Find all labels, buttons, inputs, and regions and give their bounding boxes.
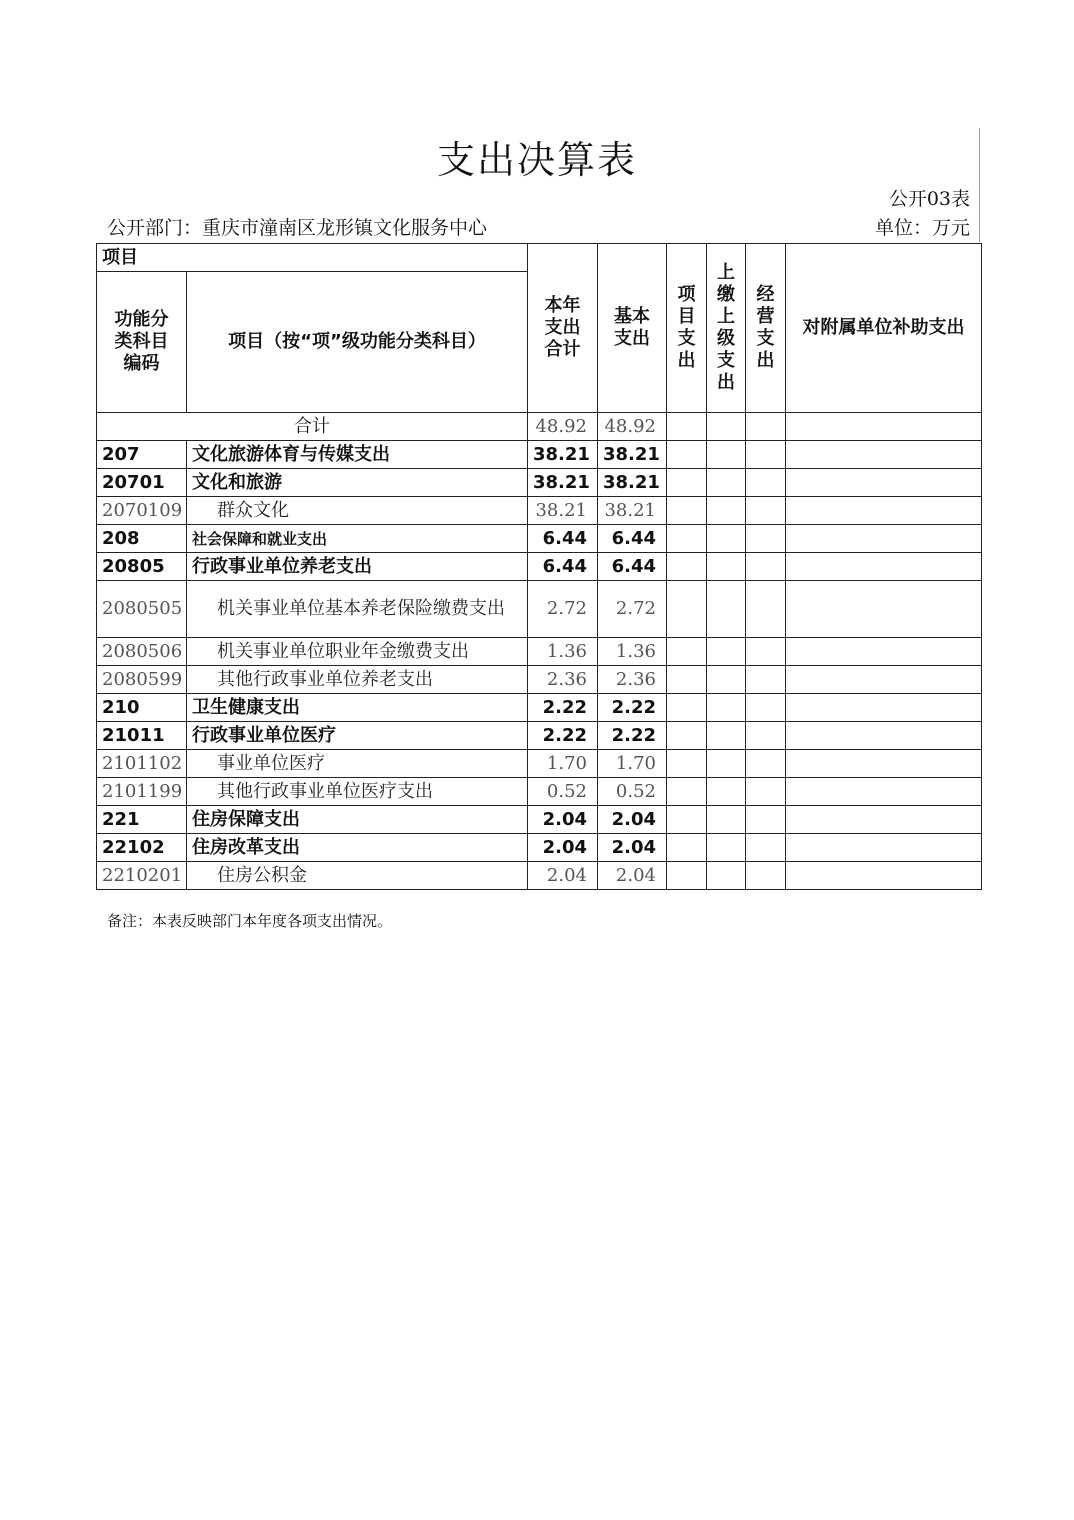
table-row — [97, 441, 982, 469]
table-row — [97, 525, 982, 553]
header-upper-level: 上缴上级支出 — [707, 244, 746, 413]
table-row — [97, 750, 982, 778]
header-project-expenditure: 项目支出 — [667, 244, 707, 413]
row-total: 38.21 — [528, 497, 598, 525]
empty-cell — [667, 413, 707, 441]
empty-cell — [786, 469, 982, 497]
header-project: 项目 — [97, 244, 528, 272]
header-row-1 — [97, 244, 982, 272]
empty-cell — [746, 525, 786, 553]
empty-cell — [667, 666, 707, 694]
table-row — [97, 806, 982, 834]
header-name: 项目（按“项”级功能分类科目） — [187, 272, 528, 413]
row-code: 2070109 — [97, 497, 187, 525]
row-total: 2.72 — [528, 581, 598, 638]
row-basic: 6.44 — [598, 553, 667, 581]
empty-cell — [746, 778, 786, 806]
empty-cell — [667, 525, 707, 553]
row-basic: 38.21 — [598, 497, 667, 525]
empty-cell — [667, 441, 707, 469]
row-code: 221 — [97, 806, 187, 834]
empty-cell — [667, 834, 707, 862]
table-row — [97, 553, 982, 581]
empty-cell — [746, 553, 786, 581]
empty-cell — [707, 413, 746, 441]
empty-cell — [667, 778, 707, 806]
empty-cell — [667, 722, 707, 750]
row-basic: 0.52 — [598, 778, 667, 806]
empty-cell — [707, 497, 746, 525]
empty-cell — [667, 638, 707, 666]
empty-cell — [707, 441, 746, 469]
row-name: 机关事业单位基本养老保险缴费支出 — [187, 581, 528, 638]
table-row — [97, 497, 982, 525]
empty-cell — [707, 750, 746, 778]
row-total: 1.70 — [528, 750, 598, 778]
row-code: 2101199 — [97, 778, 187, 806]
empty-cell — [707, 778, 746, 806]
row-total: 0.52 — [528, 778, 598, 806]
empty-cell — [786, 581, 982, 638]
table-number: 公开03表 — [888, 188, 970, 210]
empty-cell — [707, 469, 746, 497]
unit-label: 单位：万元 — [874, 217, 970, 239]
empty-cell — [707, 722, 746, 750]
empty-cell — [746, 469, 786, 497]
row-name: 文化和旅游 — [187, 469, 528, 497]
row-code: 20805 — [97, 553, 187, 581]
row-total: 2.04 — [528, 806, 598, 834]
empty-cell — [746, 694, 786, 722]
empty-cell — [746, 862, 786, 890]
header-code: 功能分类科目编码 — [97, 272, 187, 413]
row-name: 卫生健康支出 — [187, 694, 528, 722]
empty-cell — [746, 834, 786, 862]
empty-cell — [786, 694, 982, 722]
header-subsidy: 对附属单位补助支出 — [786, 244, 982, 413]
empty-cell — [667, 497, 707, 525]
empty-cell — [786, 750, 982, 778]
empty-cell — [746, 413, 786, 441]
row-code: 22102 — [97, 834, 187, 862]
empty-cell — [786, 666, 982, 694]
row-total: 2.22 — [528, 722, 598, 750]
row-name: 群众文化 — [187, 497, 528, 525]
empty-cell — [667, 694, 707, 722]
row-name: 住房保障支出 — [187, 806, 528, 834]
empty-cell — [667, 469, 707, 497]
empty-cell — [707, 666, 746, 694]
empty-cell — [746, 441, 786, 469]
empty-cell — [786, 497, 982, 525]
table-row — [97, 862, 982, 890]
row-code: 2080599 — [97, 666, 187, 694]
row-name: 住房改革支出 — [187, 834, 528, 862]
page-title: 支出决算表 — [436, 138, 637, 182]
empty-cell — [667, 862, 707, 890]
empty-cell — [746, 750, 786, 778]
row-name: 行政事业单位医疗 — [187, 722, 528, 750]
row-code: 2080506 — [97, 638, 187, 666]
expenditure-table — [96, 243, 982, 890]
table-row — [97, 778, 982, 806]
table-row — [97, 722, 982, 750]
row-basic: 2.22 — [598, 722, 667, 750]
row-total: 2.22 — [528, 694, 598, 722]
row-name: 社会保障和就业支出 — [187, 525, 528, 553]
header-total: 本年支出合计 — [528, 244, 598, 413]
empty-cell — [786, 525, 982, 553]
row-code: 21011 — [97, 722, 187, 750]
header-business: 经营支出 — [746, 244, 786, 413]
row-basic: 1.36 — [598, 638, 667, 666]
row-basic: 2.04 — [598, 862, 667, 890]
row-total: 2.36 — [528, 666, 598, 694]
empty-cell — [786, 441, 982, 469]
row-code: 2210201 — [97, 862, 187, 890]
row-code: 207 — [97, 441, 187, 469]
empty-cell — [707, 638, 746, 666]
empty-cell — [707, 581, 746, 638]
total-label: 合计 — [97, 413, 528, 441]
row-code: 2101102 — [97, 750, 187, 778]
empty-cell — [667, 806, 707, 834]
row-name: 住房公积金 — [187, 862, 528, 890]
table-row — [97, 666, 982, 694]
row-code: 2080505 — [97, 581, 187, 638]
footnote: 备注：本表反映部门本年度各项支出情况。 — [107, 912, 393, 930]
row-basic: 2.04 — [598, 806, 667, 834]
header-basic: 基本支出 — [598, 244, 667, 413]
table-row — [97, 834, 982, 862]
row-basic: 38.21 — [598, 469, 667, 497]
empty-cell — [786, 862, 982, 890]
empty-cell — [707, 525, 746, 553]
row-code: 20701 — [97, 469, 187, 497]
row-total: 2.04 — [528, 862, 598, 890]
row-name: 其他行政事业单位医疗支出 — [187, 778, 528, 806]
row-total: 6.44 — [528, 553, 598, 581]
empty-cell — [786, 834, 982, 862]
row-total: 2.04 — [528, 834, 598, 862]
empty-cell — [667, 581, 707, 638]
table-row — [97, 638, 982, 666]
empty-cell — [707, 694, 746, 722]
row-name: 行政事业单位养老支出 — [187, 553, 528, 581]
row-total: 1.36 — [528, 638, 598, 666]
empty-cell — [746, 581, 786, 638]
empty-cell — [786, 778, 982, 806]
empty-cell — [667, 553, 707, 581]
empty-cell — [746, 497, 786, 525]
row-name: 其他行政事业单位养老支出 — [187, 666, 528, 694]
empty-cell — [746, 666, 786, 694]
empty-cell — [667, 750, 707, 778]
table-row — [97, 581, 982, 638]
empty-cell — [746, 638, 786, 666]
empty-cell — [746, 722, 786, 750]
empty-cell — [786, 553, 982, 581]
empty-cell — [707, 553, 746, 581]
empty-cell — [786, 638, 982, 666]
row-total: 38.21 — [528, 441, 598, 469]
row-basic: 2.36 — [598, 666, 667, 694]
department-label: 公开部门：重庆市潼南区龙形镇文化服务中心 — [107, 217, 488, 239]
row-total: 6.44 — [528, 525, 598, 553]
empty-cell — [786, 413, 982, 441]
row-total: 38.21 — [528, 469, 598, 497]
row-basic: 2.22 — [598, 694, 667, 722]
row-basic: 2.04 — [598, 834, 667, 862]
empty-cell — [707, 862, 746, 890]
row-name: 文化旅游体育与传媒支出 — [187, 441, 528, 469]
row-name: 机关事业单位职业年金缴费支出 — [187, 638, 528, 666]
empty-cell — [786, 806, 982, 834]
row-name: 事业单位医疗 — [187, 750, 528, 778]
empty-cell — [707, 834, 746, 862]
empty-cell — [746, 806, 786, 834]
table-row — [97, 694, 982, 722]
total-value: 48.92 — [528, 413, 598, 441]
table-row — [97, 469, 982, 497]
total-basic-value: 48.92 — [598, 413, 667, 441]
row-code: 210 — [97, 694, 187, 722]
total-row — [97, 413, 982, 441]
row-basic: 2.72 — [598, 581, 667, 638]
row-code: 208 — [97, 525, 187, 553]
empty-cell — [707, 806, 746, 834]
row-basic: 38.21 — [598, 441, 667, 469]
row-basic: 6.44 — [598, 525, 667, 553]
row-basic: 1.70 — [598, 750, 667, 778]
empty-cell — [786, 722, 982, 750]
